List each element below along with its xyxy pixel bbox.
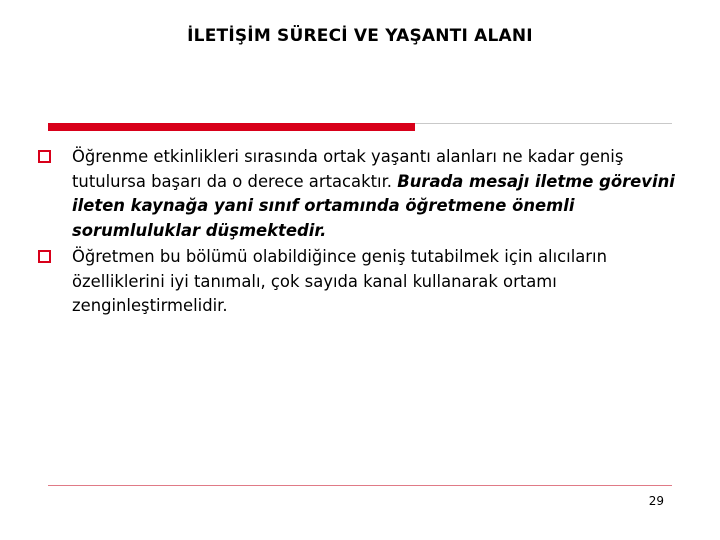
bullet-emphasis-text: Burada mesajı iletme görevini ileten kaynağa yani sınıf ortamında öğretmene önemli sorumluluklar düşmektedir. <box>72 171 675 240</box>
bullet-text: Öğretmen bu bölümü olabildiğince geniş tutabilmek için alıcıların özelliklerini iyi tanımalı, çok sayıda kanal kullanarak ortamı zenginleştirmelidir. <box>72 247 607 315</box>
square-bullet-icon <box>38 250 51 263</box>
slide-title: İLETİŞİM SÜRECİ VE YAŞANTI ALANI <box>187 26 533 46</box>
page-number: 29 <box>648 494 664 508</box>
bullet-item <box>36 145 676 243</box>
bullet-item <box>36 245 676 319</box>
top-accent-bar <box>48 123 415 131</box>
bottom-accent-line <box>48 485 672 486</box>
bullet-text: Öğrenme etkinlikleri sırasında ortak yaşantı alanları ne kadar geniş tutulursa başarı da o derece artacaktır. <box>72 147 624 191</box>
bullet-list <box>36 145 676 321</box>
square-bullet-icon <box>38 150 51 163</box>
